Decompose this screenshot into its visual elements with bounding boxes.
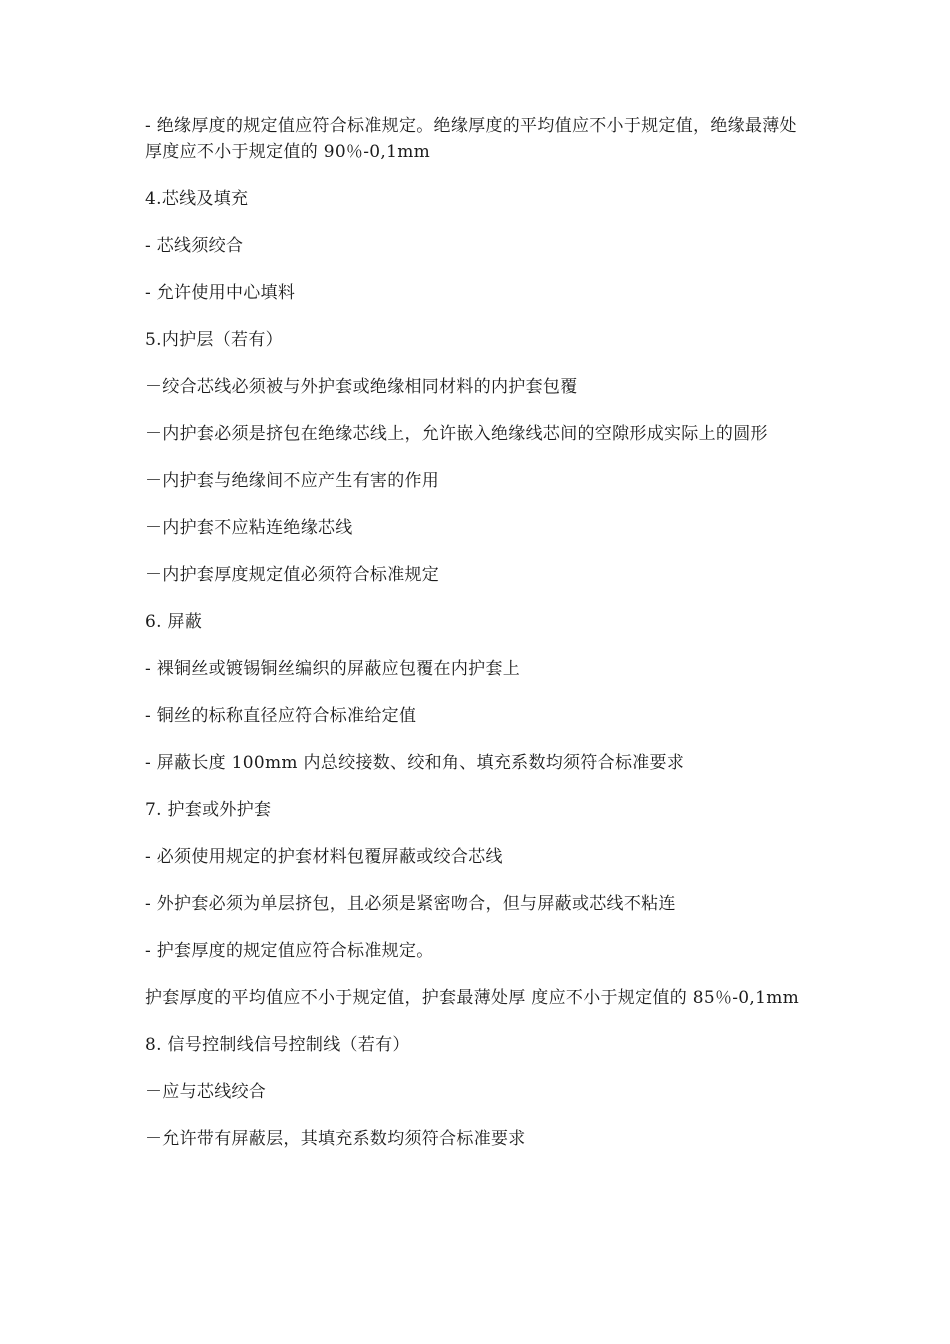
paragraph-signal-twisted: －应与芯线绞合 — [145, 1082, 267, 1102]
document-body — [145, 113, 805, 1173]
paragraph-core-twisted: - 芯线须绞合 — [145, 236, 244, 256]
heading-shield: 6. 屏蔽 — [145, 612, 203, 632]
paragraph-shield-braid: - 裸铜丝或镀锡铜丝编织的屏蔽应包覆在内护套上 — [145, 659, 521, 679]
paragraph-sheath-material: - 必须使用规定的护套材料包覆屏蔽或绞合芯线 — [145, 847, 503, 867]
heading-inner-sheath: 5.内护层（若有） — [145, 330, 283, 350]
heading-core-and-filler: 4.芯线及填充 — [145, 189, 249, 209]
paragraph-center-filler: - 允许使用中心填料 — [145, 283, 296, 303]
paragraph-signal-shield: －允许带有屏蔽层，其填充系数均须符合标准要求 — [145, 1129, 526, 1149]
paragraph-inner-sheath-no-stick: －内护套不应粘连绝缘芯线 — [145, 518, 353, 538]
paragraph-inner-sheath-no-harm: －内护套与绝缘间不应产生有害的作用 — [145, 471, 440, 491]
paragraph-copper-diameter: - 铜丝的标称直径应符合标准给定值 — [145, 706, 417, 726]
paragraph-sheath-thickness-spec: - 护套厚度的规定值应符合标准规定。 — [145, 941, 434, 961]
paragraph-shield-requirements: - 屏蔽长度 100mm 内总绞接数、绞和角、填充系数均须符合标准要求 — [145, 753, 685, 773]
paragraph-inner-sheath-extruded: －内护套必须是挤包在绝缘芯线上，允许嵌入绝缘线芯间的空隙形成实际上的圆形 — [145, 424, 768, 444]
paragraph-sheath-single-layer: - 外护套必须为单层挤包，且必须是紧密吻合，但与屏蔽或芯线不粘连 — [145, 894, 676, 914]
paragraph-inner-sheath-thickness: －内护套厚度规定值必须符合标准规定 — [145, 565, 440, 585]
paragraph-insulation-thickness: - 绝缘厚度的规定值应符合标准规定。绝缘厚度的平均值应不小于规定值，绝缘最薄处厚度应不小于规定值的 90％-0,1mm — [145, 116, 797, 162]
paragraph-inner-sheath-cover: －绞合芯线必须被与外护套或绝缘相同材料的内护套包覆 — [145, 377, 578, 397]
heading-outer-sheath: 7. 护套或外护套 — [145, 800, 272, 820]
paragraph-sheath-thickness-values: 护套厚度的平均值应不小于规定值，护套最薄处厚 度应不小于规定值的 85％-0,1mm — [145, 988, 800, 1008]
heading-signal-control-line: 8. 信号控制线信号控制线（若有） — [145, 1035, 410, 1055]
